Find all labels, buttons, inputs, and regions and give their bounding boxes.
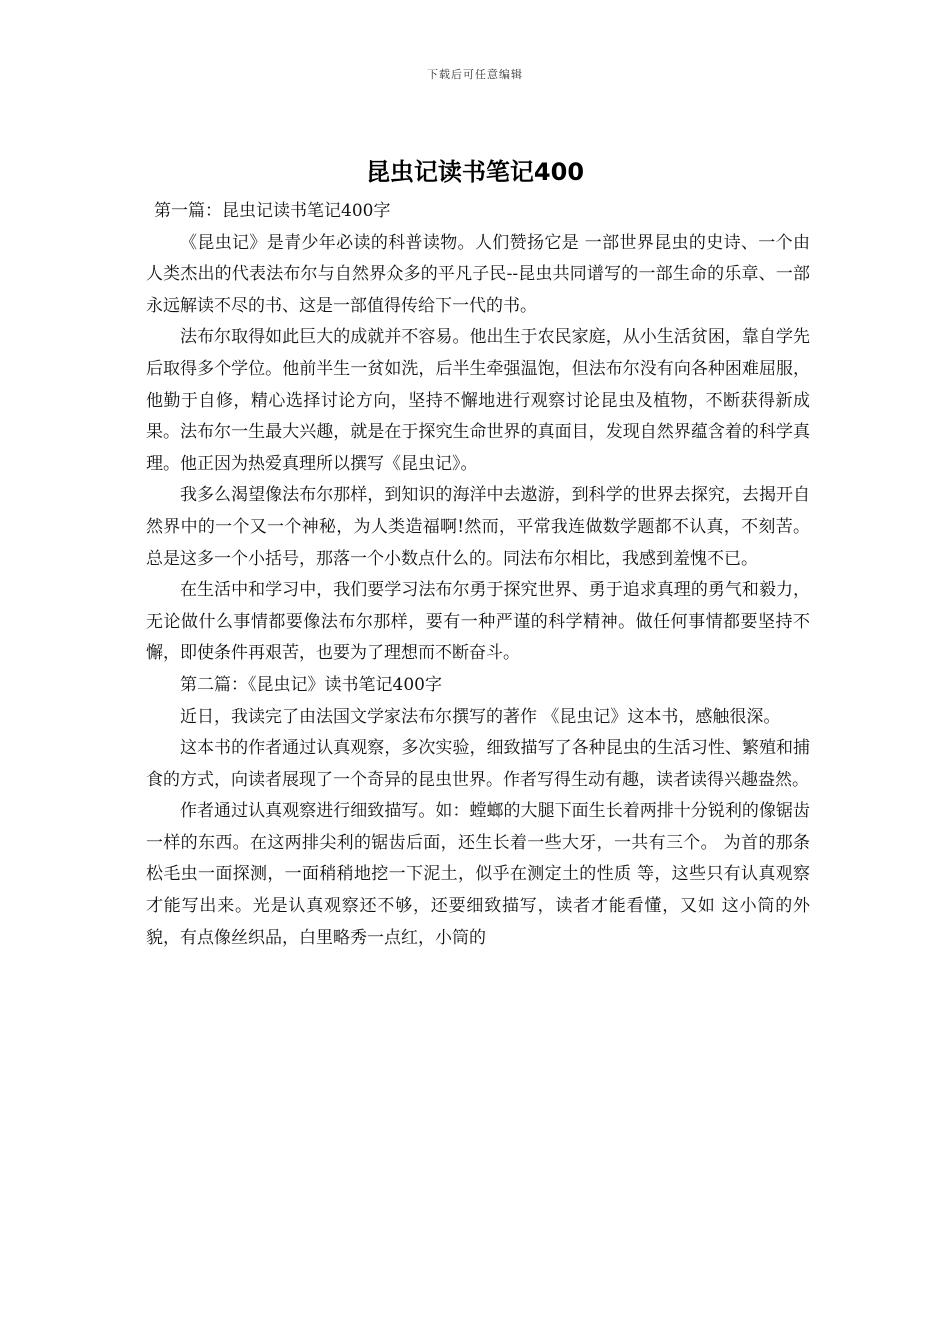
document-body	[146, 196, 810, 954]
paragraph: 近日，我读完了由法国文学家法布尔撰写的著作 《昆虫记》这本书，感触很深。	[180, 706, 781, 727]
section-heading-1: 第一篇：昆虫记读书笔记400字	[154, 201, 391, 221]
paragraph: 《昆虫记》是青少年必读的科普读物。人们赞扬它是 一部世界昆虫的史诗、一个由人类杰出的代表法布尔与自然界众多的平凡子民--昆虫共同谱写的一部生命的乐章、一部永远解读不尽的书、这是一部值得传给下一代的书。	[146, 232, 810, 316]
paragraph: 这本书的作者通过认真观察，多次实验，细致描写了各种昆虫的生活习性、繁殖和捕食的方式，向读者展现了一个奇异的昆虫世界。作者写得生动有趣，读者读得兴趣盎然。	[146, 738, 810, 790]
paragraph: 在生活中和学习中，我们要学习法布尔勇于探究世界、勇于追求真理的勇气和毅力，无论做什么事情都要像法布尔那样，要有一种严谨的科学精神。做任何事情都要坚持不懈，即使条件再艰苦，也要为了理想而不断奋斗。	[146, 580, 810, 664]
document-title: 昆虫记读书笔记400	[365, 158, 585, 186]
paragraph: 法布尔取得如此巨大的成就并不容易。他出生于农民家庭，从小生活贫困，靠自学先后取得多个学位。他前半生一贫如洗，后半生牵强温饱，但法布尔没有向各种困难屈服，他勤于自修，精心选择讨论方向，坚持不懈地进行观察讨论昆虫及植物，不断获得新成果。法布尔一生最大兴趣，就是在于探究生命世界的真面目，发现自然界蕴含着的科学真理。他正因为热爱真理所以撰写《昆虫记》。	[146, 327, 810, 474]
section-heading-2: 第二篇：《昆虫记》读书笔记400字	[180, 674, 442, 695]
header-note: 下载后可任意编辑	[427, 68, 523, 81]
paragraph: 我多么渴望像法布尔那样，到知识的海洋中去遨游，到科学的世界去探究，去揭开自然界中的一个又一个神秘，为人类造福啊!然而，平常我连做数学题都不认真，不刻苦。总是这多一个小括号，那落一个小数点什么的。同法布尔相比，我感到羞愧不已。	[146, 485, 810, 569]
paragraph: 作者通过认真观察进行细致描写。如：螳螂的大腿下面生长着两排十分锐利的像锯齿一样的东西。在这两排尖利的锯齿后面，还生长着一些大牙，一共有三个。 为首的那条松毛虫一面探测，一面稍稍地挖一下泥土，似乎在测定土的性质 等，这些只有认真观察才能写出来。光是认真观察还不够，还要细致描写，读者才能看懂，又如 这小筒的外貌，有点像丝织品，白里略秀一点红，小筒的	[146, 801, 810, 948]
